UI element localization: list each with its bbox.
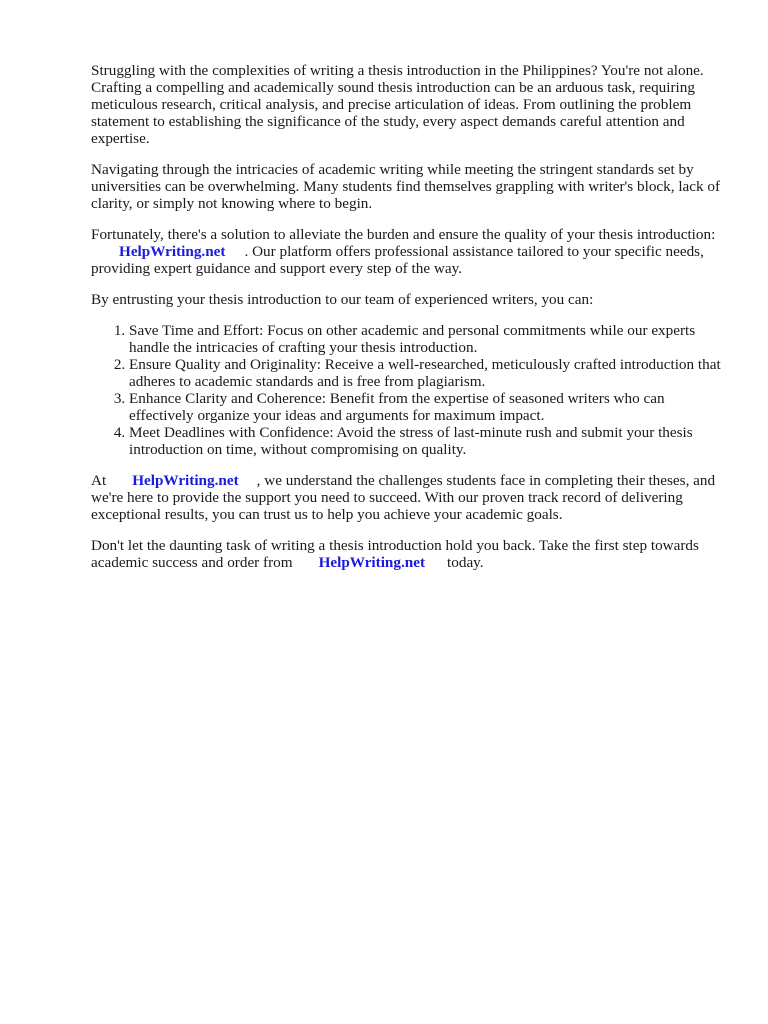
list-item: 1. Save Time and Effort: Focus on other academic and personal commitments while our experts handle the intricacies of crafting your thesis introduction. [129,322,731,356]
at-text-after: , we understand the challenges students face in completing their theses, and we're here to provide the support you need to succeed. With our proven track record of delivering exceptional results, you can trust us to help you achieve your academic goals. [91,472,716,523]
solution-text-before: Fortunately, there's a solution to alleviate the burden and ensure the quality of your thesis introduction: [91,226,716,243]
helpwriting-link[interactable]: HelpWriting.net [119,243,226,260]
list-intro: By entrusting your thesis introduction to our team of experienced writers, you can: [91,291,594,308]
navigating-paragraph: Navigating through the intricacies of academic writing while meeting the stringent standards set by universities can be overwhelming. Many students find themselves grappling with writer's block, lack of clarity, or simply not knowing where to begin. [91,161,721,212]
document-page [91,62,731,585]
at-paragraph [91,472,731,523]
list-item: 2. Ensure Quality and Originality: Receive a well-researched, meticulously crafted introduction that adheres to academic standards and is free from plagiarism. [129,356,731,390]
closing-text-before: Don't let the daunting task of writing a thesis introduction hold you back. Take the first step towards academic success and order from [91,537,699,571]
helpwriting-link[interactable]: HelpWriting.net [132,472,239,489]
solution-text-after: . Our platform offers professional assistance tailored to your specific needs, providing expert guidance and support every step of the way. [91,243,704,277]
intro-paragraph: Struggling with the complexities of writing a thesis introduction in the Philippines? You're not alone. Crafting a compelling and academically sound thesis introduction can be an arduous task, requiring meticulous research, critical analysis, and precise articulation of ideas. From outlining the problem statement to establishing the significance of the study, every aspect demands careful attention and expertise. [91,62,704,147]
at-text-before: At [91,472,107,489]
solution-paragraph [91,226,731,277]
closing-text-after: today. [447,554,484,571]
helpwriting-link[interactable]: HelpWriting.net [318,554,426,571]
list-item: 3. Enhance Clarity and Coherence: Benefit from the expertise of seasoned writers who can effectively organize your ideas and arguments for maximum impact. [129,390,731,424]
list-item: 4. Meet Deadlines with Confidence: Avoid the stress of last-minute rush and submit your thesis introduction on time, without compromising on quality. [129,424,731,458]
benefits-list [91,322,731,458]
closing-paragraph [91,537,731,571]
